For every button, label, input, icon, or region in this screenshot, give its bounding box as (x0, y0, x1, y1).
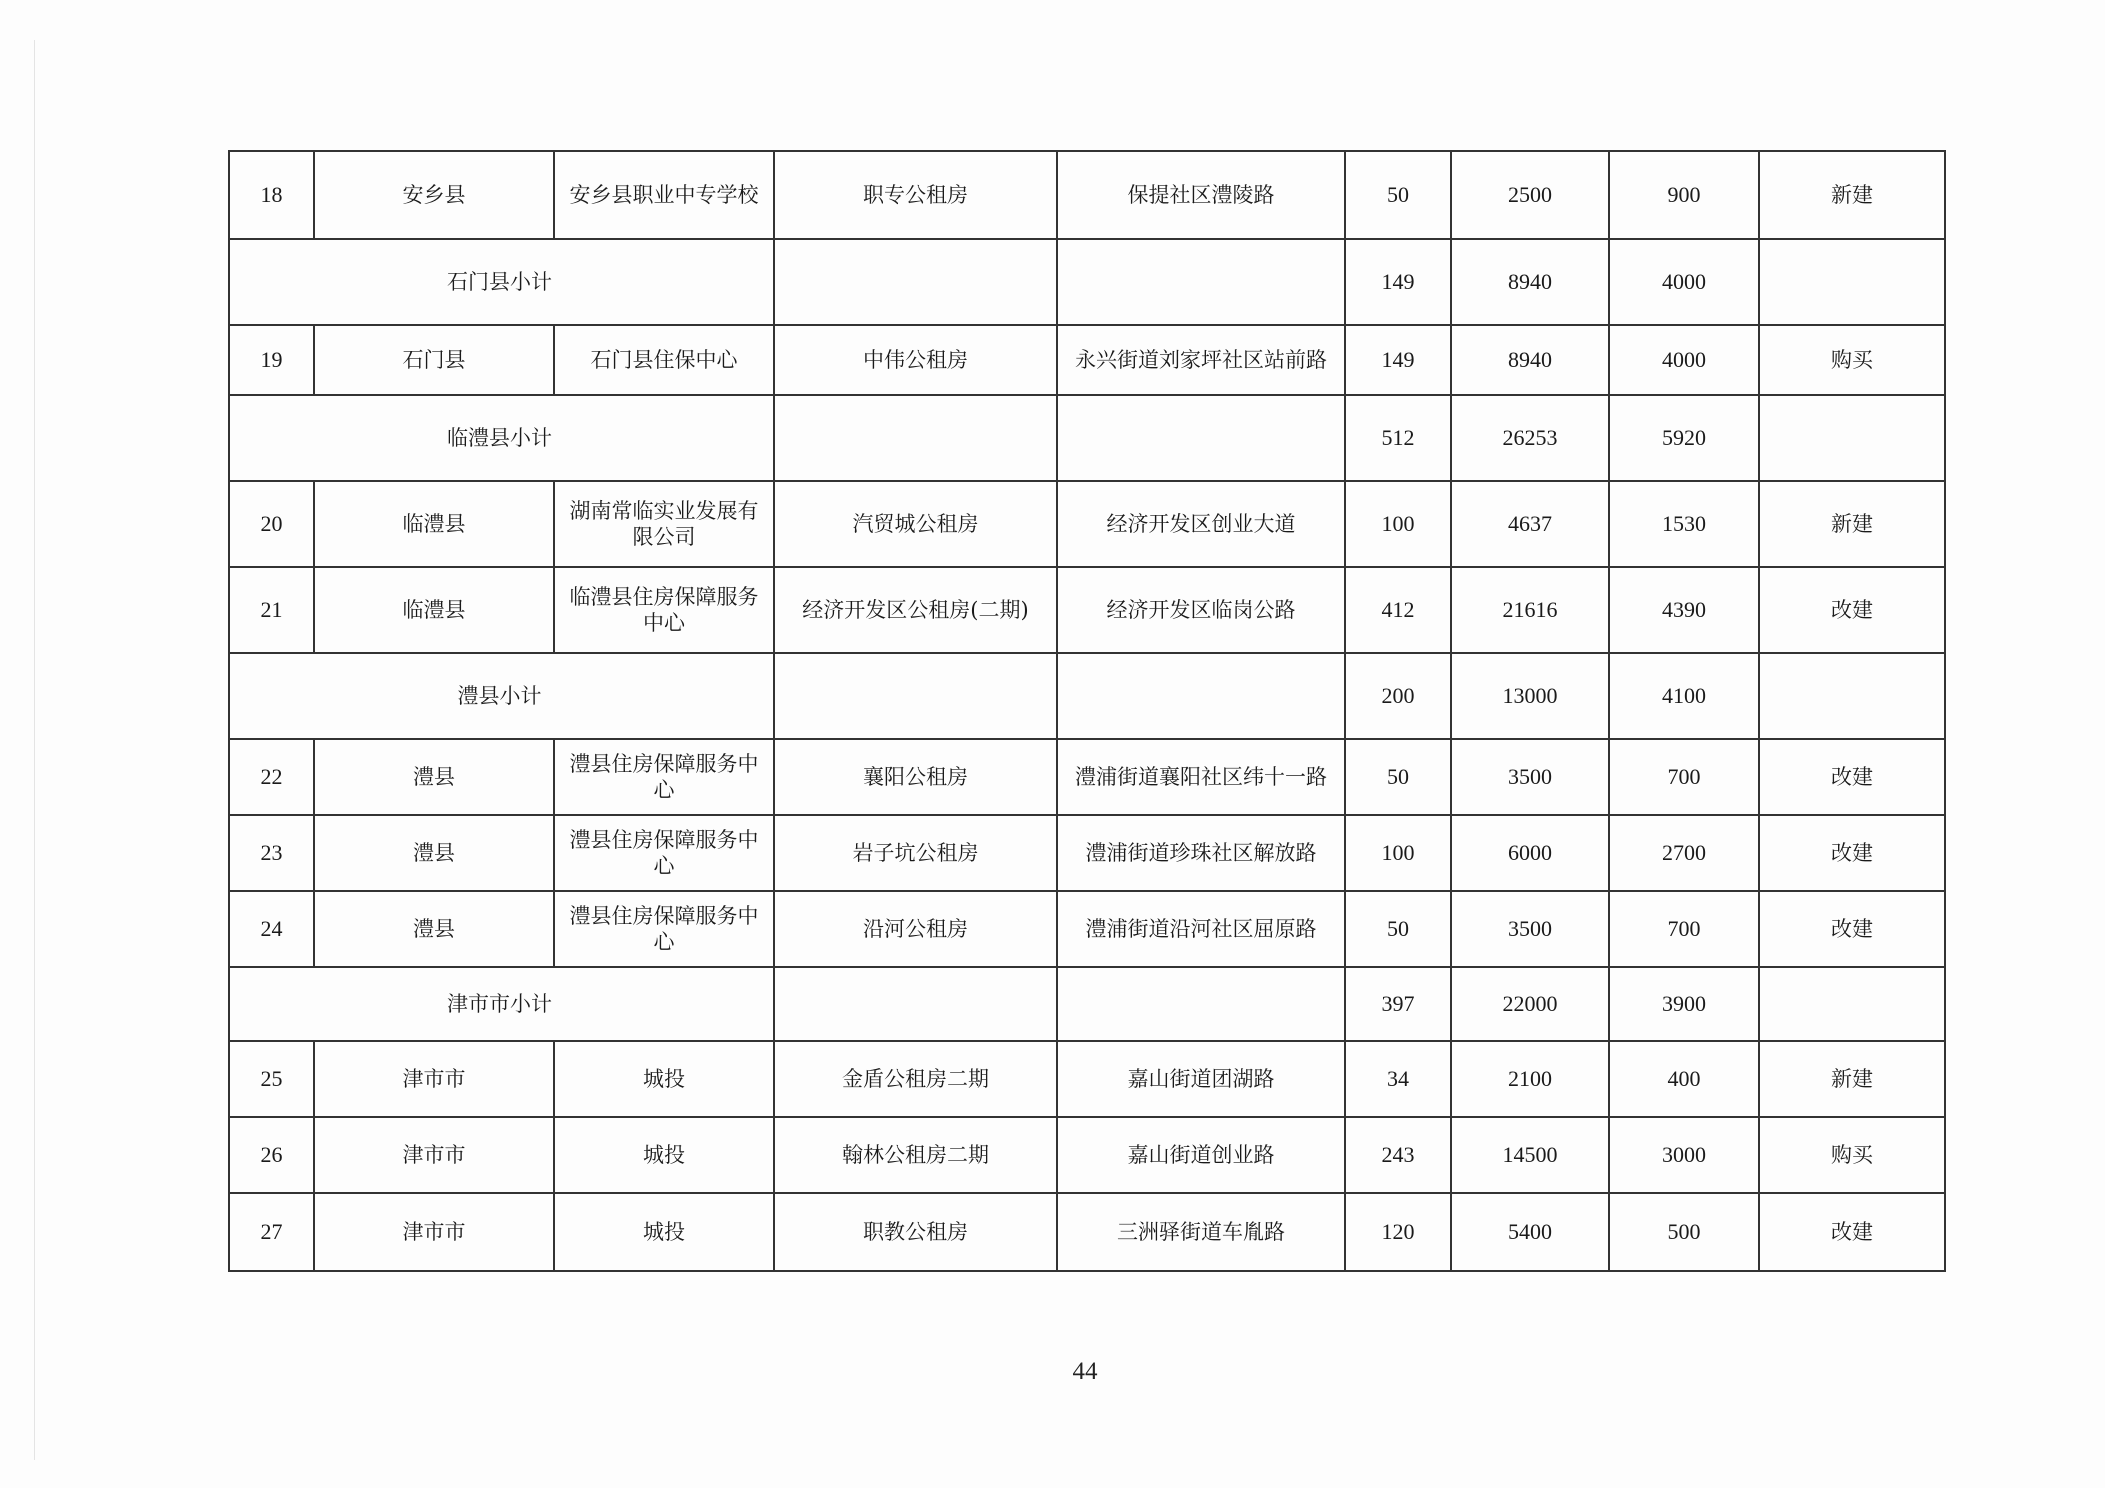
floor-area-cell: 3500 (1451, 891, 1609, 967)
implementing-unit-cell: 澧县住房保障服务中心 (554, 891, 774, 967)
housing-units-cell: 34 (1345, 1041, 1451, 1117)
subtotal-investment-cell: 5920 (1609, 395, 1759, 481)
project-name-cell: 经济开发区公租房(二期) (774, 567, 1057, 653)
floor-area-cell: 21616 (1451, 567, 1609, 653)
empty-method-cell (1759, 653, 1945, 739)
empty-project-cell (774, 395, 1057, 481)
floor-area-cell: 8940 (1451, 325, 1609, 395)
construction-method-cell: 改建 (1759, 739, 1945, 815)
subtotal-area-cell: 26253 (1451, 395, 1609, 481)
county-cell: 津市市 (314, 1117, 554, 1193)
investment-cell: 700 (1609, 891, 1759, 967)
housing-units-cell: 50 (1345, 891, 1451, 967)
county-cell: 津市市 (314, 1193, 554, 1271)
empty-method-cell (1759, 239, 1945, 325)
project-name-cell: 职教公租房 (774, 1193, 1057, 1271)
location-cell: 澧浦街道沿河社区屈原路 (1057, 891, 1345, 967)
subtotal-label-cell: 津市市小计 (229, 967, 774, 1041)
empty-project-cell (774, 967, 1057, 1041)
table-row (229, 815, 1945, 891)
county-cell: 澧县 (314, 891, 554, 967)
investment-cell: 4390 (1609, 567, 1759, 653)
county-cell: 津市市 (314, 1041, 554, 1117)
row-number-cell: 23 (229, 815, 314, 891)
row-number-cell: 20 (229, 481, 314, 567)
county-cell: 澧县 (314, 739, 554, 815)
investment-cell: 500 (1609, 1193, 1759, 1271)
housing-units-cell: 50 (1345, 151, 1451, 239)
housing-units-cell: 100 (1345, 815, 1451, 891)
subtotal-label-cell: 澧县小计 (229, 653, 774, 739)
investment-cell: 900 (1609, 151, 1759, 239)
subtotal-investment-cell: 4100 (1609, 653, 1759, 739)
county-cell: 澧县 (314, 815, 554, 891)
subtotal-row (229, 967, 1945, 1041)
subtotal-row (229, 653, 1945, 739)
investment-cell: 1530 (1609, 481, 1759, 567)
location-cell: 三洲驿街道车胤路 (1057, 1193, 1345, 1271)
subtotal-row (229, 395, 1945, 481)
table-body (229, 151, 1945, 1271)
construction-method-cell: 购买 (1759, 325, 1945, 395)
project-name-cell: 汽贸城公租房 (774, 481, 1057, 567)
row-number-cell: 18 (229, 151, 314, 239)
construction-method-cell: 新建 (1759, 151, 1945, 239)
subtotal-units-cell: 397 (1345, 967, 1451, 1041)
location-cell: 嘉山街道团湖路 (1057, 1041, 1345, 1117)
table-row (229, 739, 1945, 815)
row-number-cell: 19 (229, 325, 314, 395)
page-number: 44 (1072, 1358, 1098, 1385)
county-cell: 石门县 (314, 325, 554, 395)
empty-location-cell (1057, 653, 1345, 739)
floor-area-cell: 14500 (1451, 1117, 1609, 1193)
project-name-cell: 翰林公租房二期 (774, 1117, 1057, 1193)
project-name-cell: 金盾公租房二期 (774, 1041, 1057, 1117)
investment-cell: 400 (1609, 1041, 1759, 1117)
location-cell: 澧浦街道珍珠社区解放路 (1057, 815, 1345, 891)
empty-method-cell (1759, 967, 1945, 1041)
location-cell: 保提社区澧陵路 (1057, 151, 1345, 239)
floor-area-cell: 4637 (1451, 481, 1609, 567)
investment-cell: 4000 (1609, 325, 1759, 395)
location-cell: 永兴街道刘家坪社区站前路 (1057, 325, 1345, 395)
row-number-cell: 24 (229, 891, 314, 967)
construction-method-cell: 改建 (1759, 815, 1945, 891)
housing-units-cell: 412 (1345, 567, 1451, 653)
table-row (229, 481, 1945, 567)
location-cell: 嘉山街道创业路 (1057, 1117, 1345, 1193)
implementing-unit-cell: 临澧县住房保障服务中心 (554, 567, 774, 653)
subtotal-units-cell: 149 (1345, 239, 1451, 325)
row-number-cell: 26 (229, 1117, 314, 1193)
subtotal-row (229, 239, 1945, 325)
table-row (229, 151, 1945, 239)
implementing-unit-cell: 石门县住保中心 (554, 325, 774, 395)
subtotal-units-cell: 200 (1345, 653, 1451, 739)
project-name-cell: 中伟公租房 (774, 325, 1057, 395)
investment-cell: 2700 (1609, 815, 1759, 891)
empty-method-cell (1759, 395, 1945, 481)
housing-units-cell: 120 (1345, 1193, 1451, 1271)
implementing-unit-cell: 安乡县职业中专学校 (554, 151, 774, 239)
location-cell: 经济开发区临岗公路 (1057, 567, 1345, 653)
scan-edge-line (34, 40, 35, 1460)
row-number-cell: 27 (229, 1193, 314, 1271)
table-row (229, 1041, 1945, 1117)
construction-method-cell: 改建 (1759, 567, 1945, 653)
construction-method-cell: 改建 (1759, 1193, 1945, 1271)
housing-units-cell: 243 (1345, 1117, 1451, 1193)
subtotal-area-cell: 8940 (1451, 239, 1609, 325)
subtotal-label-cell: 石门县小计 (229, 239, 774, 325)
table-row (229, 325, 1945, 395)
empty-project-cell (774, 653, 1057, 739)
subtotal-investment-cell: 3900 (1609, 967, 1759, 1041)
floor-area-cell: 3500 (1451, 739, 1609, 815)
housing-units-cell: 100 (1345, 481, 1451, 567)
floor-area-cell: 2500 (1451, 151, 1609, 239)
construction-method-cell: 新建 (1759, 1041, 1945, 1117)
floor-area-cell: 6000 (1451, 815, 1609, 891)
table-row (229, 1193, 1945, 1271)
subtotal-investment-cell: 4000 (1609, 239, 1759, 325)
project-name-cell: 襄阳公租房 (774, 739, 1057, 815)
table-row (229, 1117, 1945, 1193)
investment-cell: 3000 (1609, 1117, 1759, 1193)
implementing-unit-cell: 湖南常临实业发展有限公司 (554, 481, 774, 567)
construction-method-cell: 购买 (1759, 1117, 1945, 1193)
row-number-cell: 21 (229, 567, 314, 653)
county-cell: 安乡县 (314, 151, 554, 239)
empty-location-cell (1057, 239, 1345, 325)
housing-units-cell: 149 (1345, 325, 1451, 395)
table-row (229, 891, 1945, 967)
subtotal-area-cell: 22000 (1451, 967, 1609, 1041)
project-name-cell: 职专公租房 (774, 151, 1057, 239)
implementing-unit-cell: 澧县住房保障服务中心 (554, 815, 774, 891)
subtotal-units-cell: 512 (1345, 395, 1451, 481)
location-cell: 经济开发区创业大道 (1057, 481, 1345, 567)
row-number-cell: 25 (229, 1041, 314, 1117)
empty-location-cell (1057, 967, 1345, 1041)
county-cell: 临澧县 (314, 567, 554, 653)
location-cell: 澧浦街道襄阳社区纬十一路 (1057, 739, 1345, 815)
floor-area-cell: 2100 (1451, 1041, 1609, 1117)
county-cell: 临澧县 (314, 481, 554, 567)
subtotal-area-cell: 13000 (1451, 653, 1609, 739)
empty-location-cell (1057, 395, 1345, 481)
housing-units-cell: 50 (1345, 739, 1451, 815)
implementing-unit-cell: 城投 (554, 1041, 774, 1117)
floor-area-cell: 5400 (1451, 1193, 1609, 1271)
project-name-cell: 沿河公租房 (774, 891, 1057, 967)
implementing-unit-cell: 城投 (554, 1193, 774, 1271)
housing-project-table (228, 150, 1946, 1272)
implementing-unit-cell: 澧县住房保障服务中心 (554, 739, 774, 815)
implementing-unit-cell: 城投 (554, 1117, 774, 1193)
empty-project-cell (774, 239, 1057, 325)
construction-method-cell: 新建 (1759, 481, 1945, 567)
subtotal-label-cell: 临澧县小计 (229, 395, 774, 481)
investment-cell: 700 (1609, 739, 1759, 815)
construction-method-cell: 改建 (1759, 891, 1945, 967)
table-row (229, 567, 1945, 653)
row-number-cell: 22 (229, 739, 314, 815)
project-name-cell: 岩子坑公租房 (774, 815, 1057, 891)
